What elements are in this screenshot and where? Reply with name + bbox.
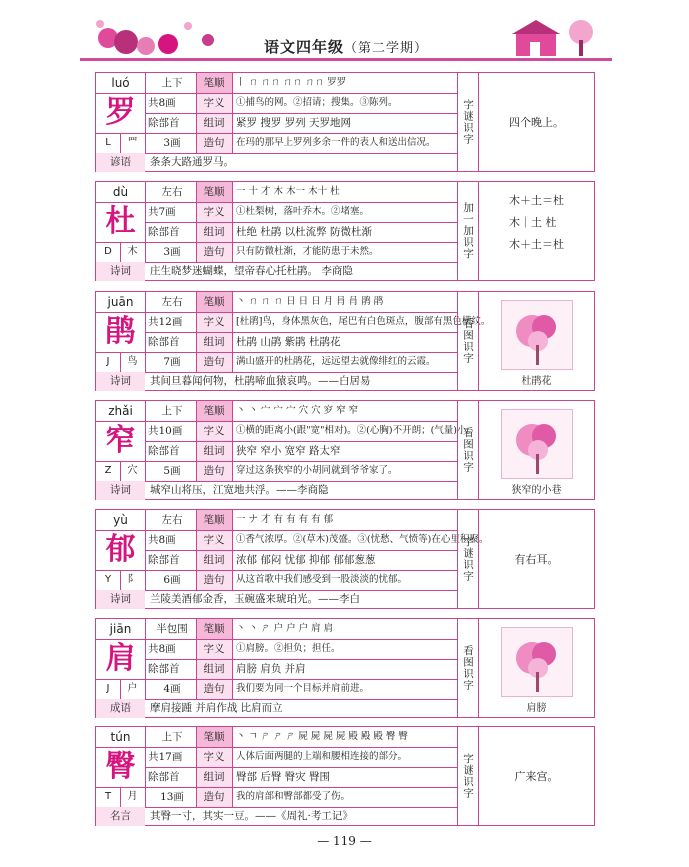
label-sentence: 造句	[196, 461, 232, 481]
character-card	[95, 726, 595, 826]
words: 紧罗 搜罗 罗列 天罗地网	[236, 117, 352, 129]
sentence: 从这首歌中我们感受到一股淡淡的忧郁。	[236, 574, 408, 585]
bottom-text: 兰陵美酒郁金香，玉碗盛来琥珀光。——李白	[150, 593, 360, 605]
stroke-order: 丨 ㄇ ㄇㄇ ㄇㄇ ㄇㄇ 罗罗	[236, 77, 347, 88]
bottom-text: 摩肩接踵 并肩作战 比肩而立	[150, 702, 283, 714]
label-sentence: 造句	[196, 570, 232, 590]
learning-method: 字谜识字	[457, 510, 479, 608]
words: 肩膀 肩负 并肩	[236, 663, 306, 675]
character: 臀	[105, 749, 136, 784]
label-sentence: 造句	[196, 242, 232, 262]
bottom-label: 成语	[96, 699, 145, 718]
character-card	[95, 181, 595, 281]
stroke-count: 共8画	[148, 643, 176, 655]
stroke-count: 共8画	[148, 97, 176, 109]
structure: 左右	[161, 296, 183, 308]
meaning: ①横的距离小(跟"宽"相对)。②(心胸)不开朗；(气量)小。	[236, 425, 476, 436]
meaning: ①香气浓厚。②(草木)茂盛。③(忧愁、气愤等)在心里积聚。	[236, 534, 489, 545]
character: 郁	[105, 532, 136, 567]
words: 臀部 后臀 臀灾 臀围	[236, 771, 331, 783]
side-panel	[479, 619, 594, 717]
stroke-count: 共7画	[148, 206, 176, 218]
illustration-caption: 杜鹃花	[521, 376, 552, 387]
label-meaning: 字义	[196, 93, 232, 113]
label-words: 组词	[196, 222, 232, 242]
meaning: ①杜梨树，落叶乔木。②堵塞。	[236, 206, 370, 217]
side-panel	[479, 727, 594, 825]
radical-strokes: 6画	[163, 574, 181, 586]
character: 鹃	[105, 314, 136, 349]
character: 肩	[105, 641, 136, 676]
radical: 穴	[127, 465, 138, 476]
learning-method: 看图识字	[457, 619, 479, 717]
side-panel	[479, 510, 594, 608]
label-meaning: 字义	[196, 312, 232, 332]
structure: 上下	[161, 77, 183, 89]
stroke-order: 丶 丶 宀 宀 宀 穴 穴 穸 窄 窄	[236, 405, 359, 416]
radical-strokes: 4画	[163, 683, 181, 695]
sentence: 我的肩部和臀部都受了伤。	[236, 791, 351, 802]
label-meaning: 字义	[196, 421, 232, 441]
label-stroke-order: 笔顺	[196, 727, 232, 747]
radical-section: 除部首	[148, 117, 180, 129]
structure: 半包围	[156, 623, 188, 635]
structure: 上下	[161, 731, 183, 743]
learning-method: 字谜识字	[457, 73, 479, 171]
label-stroke-order: 笔顺	[196, 182, 232, 202]
radical: 罒	[127, 137, 138, 148]
radical-strokes: 3画	[163, 246, 181, 258]
index-letter: D	[104, 246, 112, 257]
illustration	[501, 409, 573, 479]
sentence: 我们要为同一个目标并肩前进。	[236, 683, 370, 694]
radical-equation: 木｜土 杜	[509, 216, 557, 229]
bottom-label: 诗词	[96, 590, 145, 609]
illustration	[501, 300, 573, 370]
bottom-text: 其臀一寸，其实一豆。——《周礼·考工记》	[150, 810, 353, 822]
illustration	[501, 627, 573, 697]
bottom-label: 诗词	[96, 262, 145, 281]
stroke-count: 共10画	[148, 425, 183, 437]
character-card	[95, 72, 595, 172]
riddle-answer: 广来宫。	[514, 770, 559, 783]
radical: 月	[127, 791, 138, 802]
sentence: 在玛的那早上罗列多余一件的表人和送出信况。	[236, 137, 436, 148]
label-sentence: 造句	[196, 352, 232, 372]
index-letter: J	[106, 683, 110, 694]
radical-section: 除部首	[148, 663, 180, 675]
character: 罗	[105, 95, 136, 130]
label-stroke-order: 笔顺	[196, 292, 232, 312]
words: 狭窄 窄小 宽窄 路太窄	[236, 445, 341, 457]
structure: 上下	[161, 405, 183, 417]
stroke-order: 一 十 才 木 木一 木十 杜	[236, 186, 340, 197]
stroke-order: 一 ナ 才 有 有 有 有 郁	[236, 514, 334, 525]
index-letter: J	[106, 356, 110, 367]
character-card	[95, 618, 595, 718]
index-letter: Z	[104, 465, 112, 476]
label-words: 组词	[196, 332, 232, 352]
radical-section: 除部首	[148, 445, 180, 457]
radical-strokes: 5画	[163, 465, 181, 477]
radical: 阝	[127, 574, 138, 585]
pinyin: jiān	[109, 622, 132, 636]
character-card	[95, 291, 595, 391]
label-sentence: 造句	[196, 133, 232, 153]
structure: 左右	[161, 514, 183, 526]
radical: 户	[127, 683, 138, 694]
pinyin: yù	[113, 513, 128, 527]
words: 杜绝 杜鹃 以杜流弊 防微杜渐	[236, 226, 373, 238]
words: 浓郁 郁闷 忧郁 抑郁 郁郁葱葱	[236, 554, 376, 566]
label-stroke-order: 笔顺	[196, 619, 232, 639]
riddle-answer: 有右耳。	[514, 553, 559, 566]
label-meaning: 字义	[196, 202, 232, 222]
learning-method: 加一加识字	[457, 182, 479, 280]
riddle-answer: 四个晚上。	[509, 116, 564, 129]
stroke-count: 共8画	[148, 534, 176, 546]
learning-method: 字谜识字	[457, 727, 479, 825]
character: 杜	[105, 204, 136, 239]
meaning: ①捕鸟的网。②招请；搜集。③陈列。	[236, 97, 398, 108]
pinyin: dù	[112, 185, 129, 199]
pinyin: tún	[110, 730, 131, 744]
radical-strokes: 3画	[163, 137, 181, 149]
label-sentence: 造句	[196, 787, 232, 807]
radical-strokes: 13画	[160, 791, 184, 803]
label-words: 组词	[196, 659, 232, 679]
stroke-order: 丶 丶 ㄕ 户 户 户 肩 肩	[236, 623, 334, 634]
side-panel	[479, 292, 594, 390]
label-meaning: 字义	[196, 639, 232, 659]
bottom-text: 其间旦暮闻何物，杜鹃啼血猿哀鸣。——白居易	[150, 375, 371, 387]
sentence: 只有防微杜渐，才能防患于未然。	[236, 246, 379, 257]
label-meaning: 字义	[196, 530, 232, 550]
page-header	[80, 10, 612, 68]
label-words: 组词	[196, 767, 232, 787]
radical-section: 除部首	[148, 554, 180, 566]
sentence: 满山盛开的杜鹃花，远远望去就像绯红的云霞。	[236, 356, 436, 367]
radical-section: 除部首	[148, 771, 180, 783]
radical-equation: 木＋土＝杜	[509, 238, 564, 251]
index-letter: L	[105, 137, 111, 148]
bottom-label: 名言	[96, 807, 145, 826]
learning-method: 看图识字	[457, 292, 479, 390]
pinyin: juān	[107, 295, 134, 309]
header-line	[80, 58, 612, 61]
index-letter: T	[104, 791, 112, 802]
stroke-count: 共17画	[148, 751, 183, 763]
bottom-text: 条条大路通罗马。	[150, 156, 234, 168]
radical: 木	[127, 246, 138, 257]
bottom-text: 城窄山将压，江宽地共浮。——李商隐	[150, 484, 329, 496]
character-card	[95, 509, 595, 609]
side-panel	[479, 182, 594, 280]
label-words: 组词	[196, 441, 232, 461]
stroke-count: 共12画	[148, 316, 183, 328]
radical-section: 除部首	[148, 336, 180, 348]
radical-equation: 木＋土＝杜	[509, 194, 564, 207]
character-card	[95, 400, 595, 500]
meaning: [杜鹃]鸟，身体黑灰色，尾巴有白色斑点，腹部有黑色横纹。	[236, 316, 491, 327]
label-stroke-order: 笔顺	[196, 73, 232, 93]
stroke-order: 丶 ㄇ ㄇ ㄇ 日 日 日 月 肙 肙 鹃 鹃	[236, 296, 384, 307]
label-sentence: 造句	[196, 679, 232, 699]
bottom-text: 庄生晓梦迷蝴蝶，望帝春心托杜鹃。 李商隐	[150, 265, 353, 277]
label-stroke-order: 笔顺	[196, 401, 232, 421]
page-number: — 119 —	[317, 834, 372, 848]
bottom-label: 诗词	[96, 481, 145, 500]
bottom-label: 诗词	[96, 372, 145, 391]
words: 杜鹃 山鹃 紫鹃 杜鹃花	[236, 336, 341, 348]
decorative-house-right	[496, 14, 606, 60]
side-panel	[479, 73, 594, 171]
meaning: 人体后面两腿的上端和腰相连接的部分。	[236, 751, 408, 762]
learning-method: 看图识字	[457, 401, 479, 499]
side-panel	[479, 401, 594, 499]
sentence: 穿过这条狭窄的小胡同就到爷爷家了。	[236, 465, 398, 476]
label-meaning: 字义	[196, 747, 232, 767]
radical: 鸟	[127, 356, 138, 367]
index-letter: Y	[104, 574, 112, 585]
page-title: 语文四年级（第二学期）	[263, 38, 429, 56]
label-words: 组词	[196, 550, 232, 570]
character: 窄	[105, 423, 136, 458]
bottom-label: 谚语	[96, 153, 145, 172]
radical-section: 除部首	[148, 226, 180, 238]
structure: 左右	[161, 186, 183, 198]
pinyin: luó	[111, 76, 130, 90]
stroke-order: 丶 ㄱ ㄕ ㄕ ㄕ 屍 屍 屍 屍 殿 殿 殿 臀 臀	[236, 731, 408, 742]
illustration-caption: 狭窄的小巷	[511, 485, 562, 496]
meaning: ①肩膀。②担负；担任。	[236, 643, 341, 654]
illustration-caption: 肩膀	[526, 703, 547, 714]
radical-strokes: 7画	[163, 356, 181, 368]
label-stroke-order: 笔顺	[196, 510, 232, 530]
pinyin: zhǎi	[108, 404, 133, 418]
label-words: 组词	[196, 113, 232, 133]
